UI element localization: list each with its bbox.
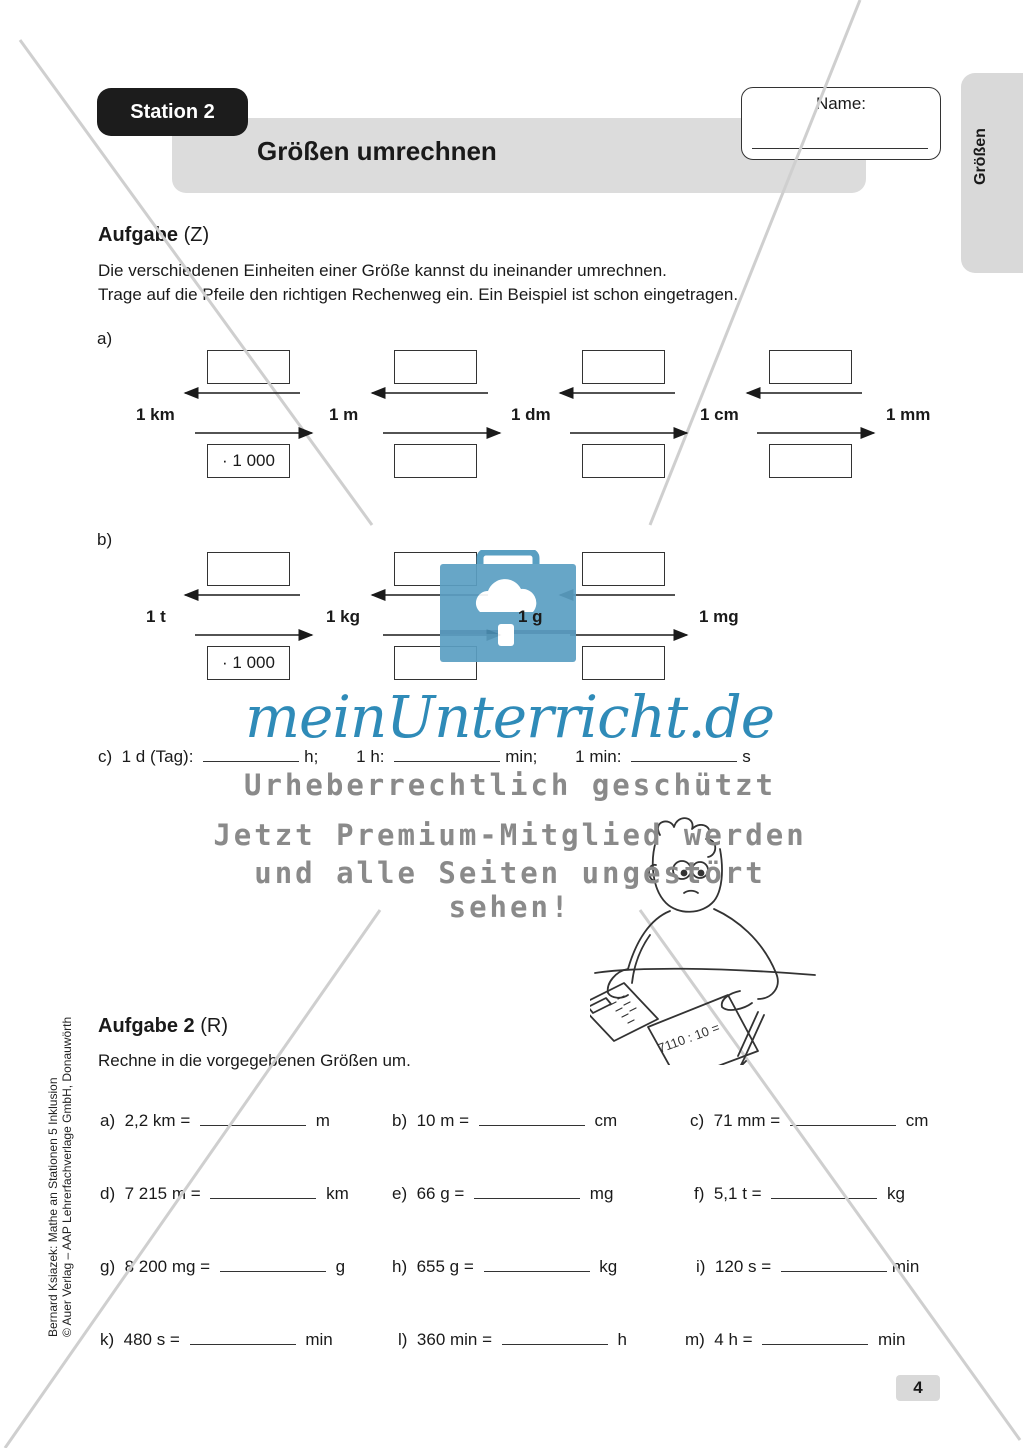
exercise-unit: kg [887,1184,906,1203]
exercise-label: l) [398,1330,408,1349]
part-b-label: b) [97,530,113,549]
part-c-min: min; [505,747,538,766]
unit-mm: 1 mm [886,405,931,424]
watermark-logo: meinUnterricht.de [245,683,775,751]
part-c-day: 1 d (Tag): [121,747,194,766]
exercise-left: 7 215 m = [124,1184,201,1203]
exercise-label: k) [100,1330,115,1349]
part-a-label: a) [97,329,113,348]
credit-line2: © Auer Verlag – AAP Lehrerfachverlage GmbH, Donauwörth [60,1016,74,1337]
side-tab-label: Größen [972,128,989,185]
task2-heading-text: Aufgabe 2 [98,1015,195,1037]
briefcase-cloud-icon [438,550,578,665]
exercise-left: 8 200 mg = [124,1257,211,1276]
exercise-unit: cm [905,1111,929,1130]
exercise-left: 5,1 t = [713,1184,762,1203]
page-number: 4 [896,1375,940,1401]
exercise-unit: min [878,1330,906,1349]
task2-tag: (R) [200,1015,229,1037]
part-c-s: s [742,747,751,766]
part-c-hour: 1 h: [356,747,385,766]
exercise-label: a) [100,1111,116,1130]
exercise-left: 120 s = [714,1257,772,1276]
credit-line1: Bernard Ksiazek: Mathe an Stationen 5 Inklusion [46,1077,60,1337]
exercise-unit: min [305,1330,333,1349]
paper-calculation: 7110 : 10 = [655,1019,722,1056]
part-c-minute: 1 min: [575,747,622,766]
arrow-box-a1-bottom: · 1 000 [207,444,290,478]
exercise-unit: kg [599,1257,618,1276]
boy-calculator-illustration [590,815,830,1065]
task1-heading-text: Aufgabe [98,224,178,246]
exercise-left: 655 g = [416,1257,474,1276]
exercise-label: d) [100,1184,116,1203]
task2-intro: Rechne in die vorgegebenen Größen um. [98,1051,411,1070]
exercise-label: g) [100,1257,116,1276]
exercise-label: h) [392,1257,408,1276]
exercise-unit: mg [589,1184,614,1203]
exercise-left: 66 g = [416,1184,465,1203]
exercise-label: m) [685,1330,705,1349]
exercise-unit: m [315,1111,330,1130]
part-c-label: c) [98,747,113,766]
exercise-label: b) [392,1111,408,1130]
exercise-left: 4 h = [714,1330,753,1349]
exercise-label: c) [690,1111,705,1130]
unit-dm: 1 dm [511,405,551,424]
exercise-left: 2,2 km = [124,1111,191,1130]
task1-line1: Die verschiedenen Einheiten einer Größe kannst du ineinander umrechnen. [98,261,667,280]
page-title: Größen umrechnen [257,136,497,166]
station-badge: Station 2 [97,88,248,136]
exercise-unit: km [326,1184,349,1203]
task1-tag: (Z) [183,224,210,246]
watermark-line2: Jetzt Premium-Mitglied werden [213,818,807,852]
unit-km: 1 km [136,405,175,424]
unit-mg: 1 mg [699,607,739,626]
part-c-h: h; [304,747,319,766]
unit-kg: 1 kg [326,607,361,626]
exercise-left: 480 s = [123,1330,180,1349]
unit-cm: 1 cm [700,405,739,424]
arrow-box-b1-bottom: · 1 000 [207,646,290,680]
exercise-left: 10 m = [416,1111,470,1130]
exercise-unit: g [335,1257,346,1276]
exercise-label: f) [694,1184,705,1203]
exercise-left: 360 min = [416,1330,493,1349]
exercise-unit: cm [594,1111,618,1130]
unit-g: 1 g [518,607,543,626]
task1-line2: Trage auf die Pfeile den richtigen Rechenweg ein. Ein Beispiel ist schon eingetragen. [98,285,739,304]
exercise-left: 71 mm = [713,1111,781,1130]
name-label: Name: [815,94,867,113]
unit-m: 1 m [329,405,359,424]
exercise-unit: min [891,1257,920,1276]
exercise-unit: h [617,1330,627,1349]
watermark-line3: und alle Seiten ungestört sehen! [254,856,766,924]
unit-t: 1 t [146,607,166,626]
watermark-line1: Urheberrechtlich geschützt [244,768,776,802]
exercise-label: i) [696,1257,706,1276]
exercise-label: e) [392,1184,408,1203]
